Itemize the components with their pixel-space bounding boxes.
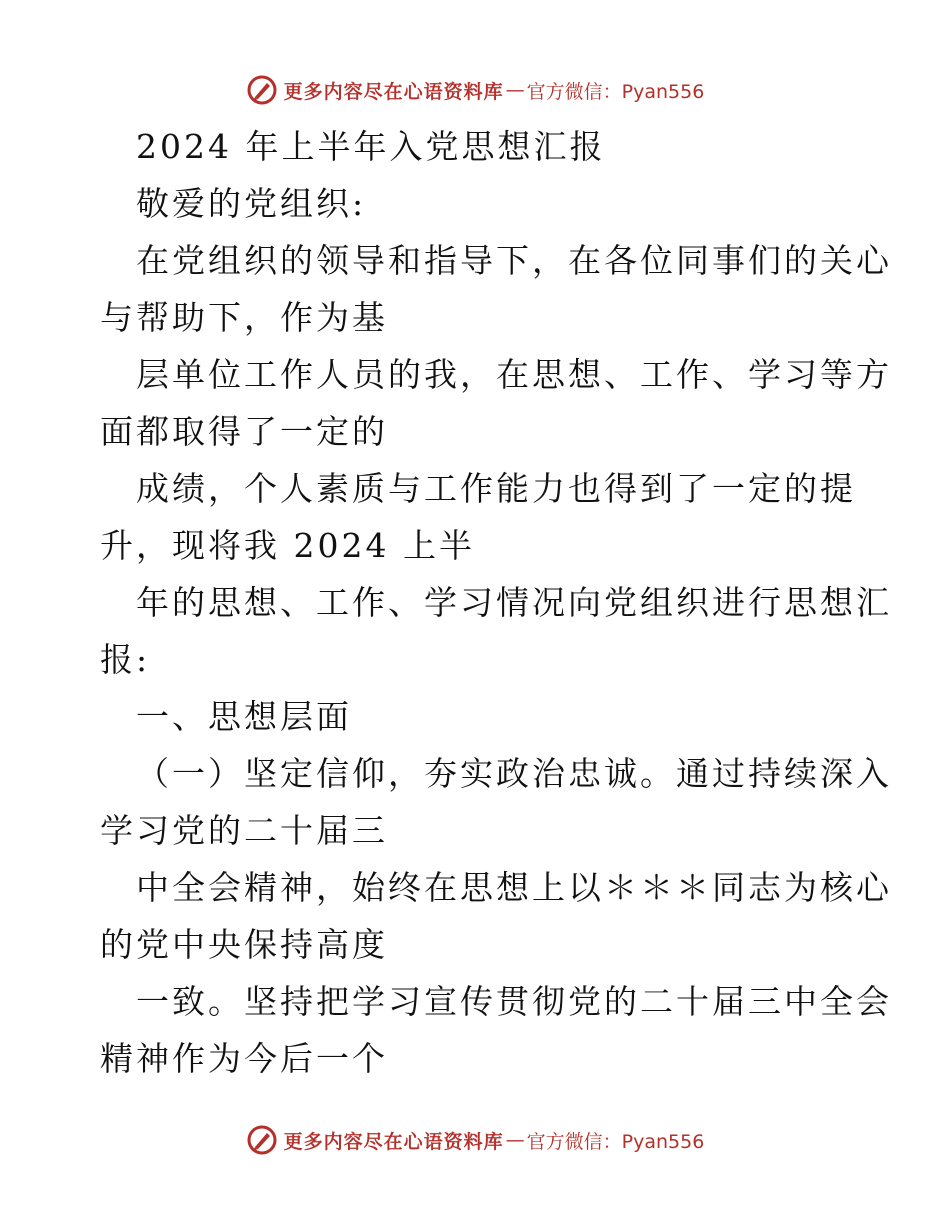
- body-line: 升，现将我 2024 上半: [100, 526, 475, 565]
- banner-title: 更多内容尽在心语资料库: [283, 80, 504, 103]
- banner-separator: —: [505, 79, 525, 101]
- body-line: 学习党的二十届三: [100, 811, 388, 850]
- banner-wechat: 官方微信：Pyan556: [526, 80, 705, 103]
- body-line: （一）坚定信仰，夯实政治忠诚。通过持续深入: [136, 754, 892, 793]
- body-line: 年的思想、工作、学习情况向党组织进行思想汇: [136, 583, 892, 622]
- header-banner: [0, 70, 950, 110]
- body-line: 层单位工作人员的我，在思想、工作、学习等方: [136, 355, 892, 394]
- body-line: 与帮助下，作为基: [100, 298, 388, 337]
- salutation: 敬爱的党组织:: [136, 184, 367, 223]
- footer-banner: [0, 1120, 950, 1160]
- body-line: 报:: [100, 640, 151, 679]
- section-heading: 一、思想层面: [136, 697, 352, 736]
- body-line: 一致。坚持把学习宣传贯彻党的二十届三中全会: [136, 982, 892, 1021]
- quill-logo-icon: [246, 74, 278, 106]
- document-title: 2024 年上半年入党思想汇报: [136, 127, 606, 166]
- body-line: 成绩，个人素质与工作能力也得到了一定的提: [136, 469, 856, 508]
- banner-wechat: 官方微信：Pyan556: [526, 1130, 705, 1153]
- document-body: [100, 118, 892, 1087]
- body-line: 面都取得了一定的: [100, 412, 388, 451]
- body-line: 在党组织的领导和指导下，在各位同事们的关心: [136, 241, 892, 280]
- body-line: 中全会精神，始终在思想上以＊＊＊同志为核心: [136, 868, 892, 907]
- body-line: 精神作为今后一个: [100, 1039, 388, 1078]
- body-line: 的党中央保持高度: [100, 925, 388, 964]
- banner-separator: —: [505, 1129, 525, 1151]
- banner-title: 更多内容尽在心语资料库: [283, 1130, 504, 1153]
- quill-logo-icon: [246, 1124, 278, 1156]
